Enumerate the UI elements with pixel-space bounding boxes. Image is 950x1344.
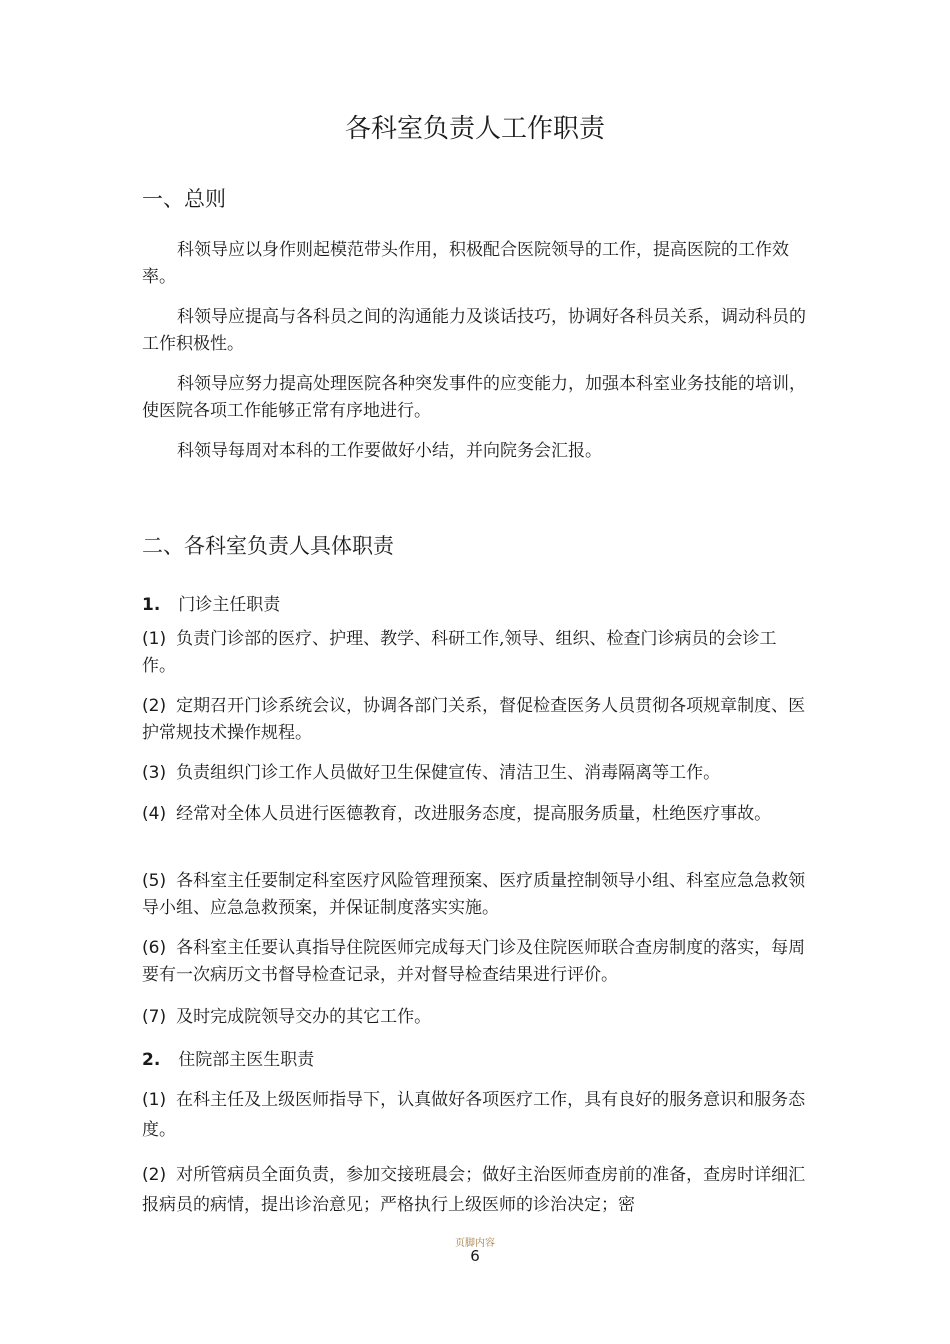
general-paragraph-2: 科领导应提高与各科员之间的沟通能力及谈话技巧，协调好各科员关系，调动科员的工作积极性。 xyxy=(142,307,806,354)
general-paragraph-3: 科领导应努力提高处理医院各种突发事件的应变能力，加强本科室业务技能的培训，使医院各项工作能够正常有序地进行。 xyxy=(142,374,806,421)
page-number: 6 xyxy=(470,1247,480,1265)
outpatient-item-3: (3) 负责组织门诊工作人员做好卫生保健宣传、清洁卫生、消毒隔离等工作。 xyxy=(142,763,721,783)
subsection-heading-inpatient xyxy=(142,1045,314,1070)
subsection-label: 门诊主任职责 xyxy=(178,595,281,615)
inpatient-item-1: (1) 在科主任及上级医师指导下，认真做好各项医疗工作，具有良好的服务意识和服务态度。 xyxy=(142,1090,806,1140)
outpatient-item-5: (5) 各科室主任要制定科室医疗风险管理预案、医疗质量控制领导小组、科室应急急救领导小组、应急急救预案，并保证制度落实实施。 xyxy=(142,871,806,918)
subsection-label: 住院部主医生职责 xyxy=(178,1050,315,1070)
outpatient-item-7: (7) 及时完成院领导交办的其它工作。 xyxy=(142,1007,432,1027)
subsection-heading-outpatient xyxy=(142,590,280,615)
outpatient-item-1: (1) 负责门诊部的医疗、护理、教学、科研工作,领导、组织、检查门诊病员的会诊工作。 xyxy=(142,629,777,676)
general-paragraph-4: 科领导每周对本科的工作要做好小结，并向院务会汇报。 xyxy=(177,441,602,461)
subsection-number: 1. xyxy=(142,595,161,615)
subsection-number: 2. xyxy=(142,1050,161,1070)
outpatient-item-2: (2) 定期召开门诊系统会议，协调各部门关系，督促检查医务人员贯彻各项规章制度、医护常规技术操作规程。 xyxy=(142,696,806,743)
page-title: 各科室负责人工作职责 xyxy=(344,114,605,144)
outpatient-item-6: (6) 各科室主任要认真指导住院医师完成每天门诊及住院医师联合查房制度的落实，每周要有一次病历文书督导检查记录，并对督导检查结果进行评价。 xyxy=(142,938,806,985)
footer-label: 页脚内容 xyxy=(455,1238,495,1249)
general-paragraph-1: 科领导应以身作则起模范带头作用，积极配合医院领导的工作，提高医院的工作效率。 xyxy=(142,240,789,287)
inpatient-item-2: (2) 对所管病员全面负责，参加交接班晨会；做好主治医师查房前的准备，查房时详细汇报病员的病情，提出诊治意见；严格执行上级医师的诊治决定；密 xyxy=(142,1165,806,1215)
outpatient-item-4: (4) 经常对全体人员进行医德教育，改进服务态度，提高服务质量，杜绝医疗事故。 xyxy=(142,804,772,824)
section-heading-duties: 二、各科室负责人具体职责 xyxy=(142,534,394,558)
section-heading-general: 一、总则 xyxy=(142,187,226,211)
